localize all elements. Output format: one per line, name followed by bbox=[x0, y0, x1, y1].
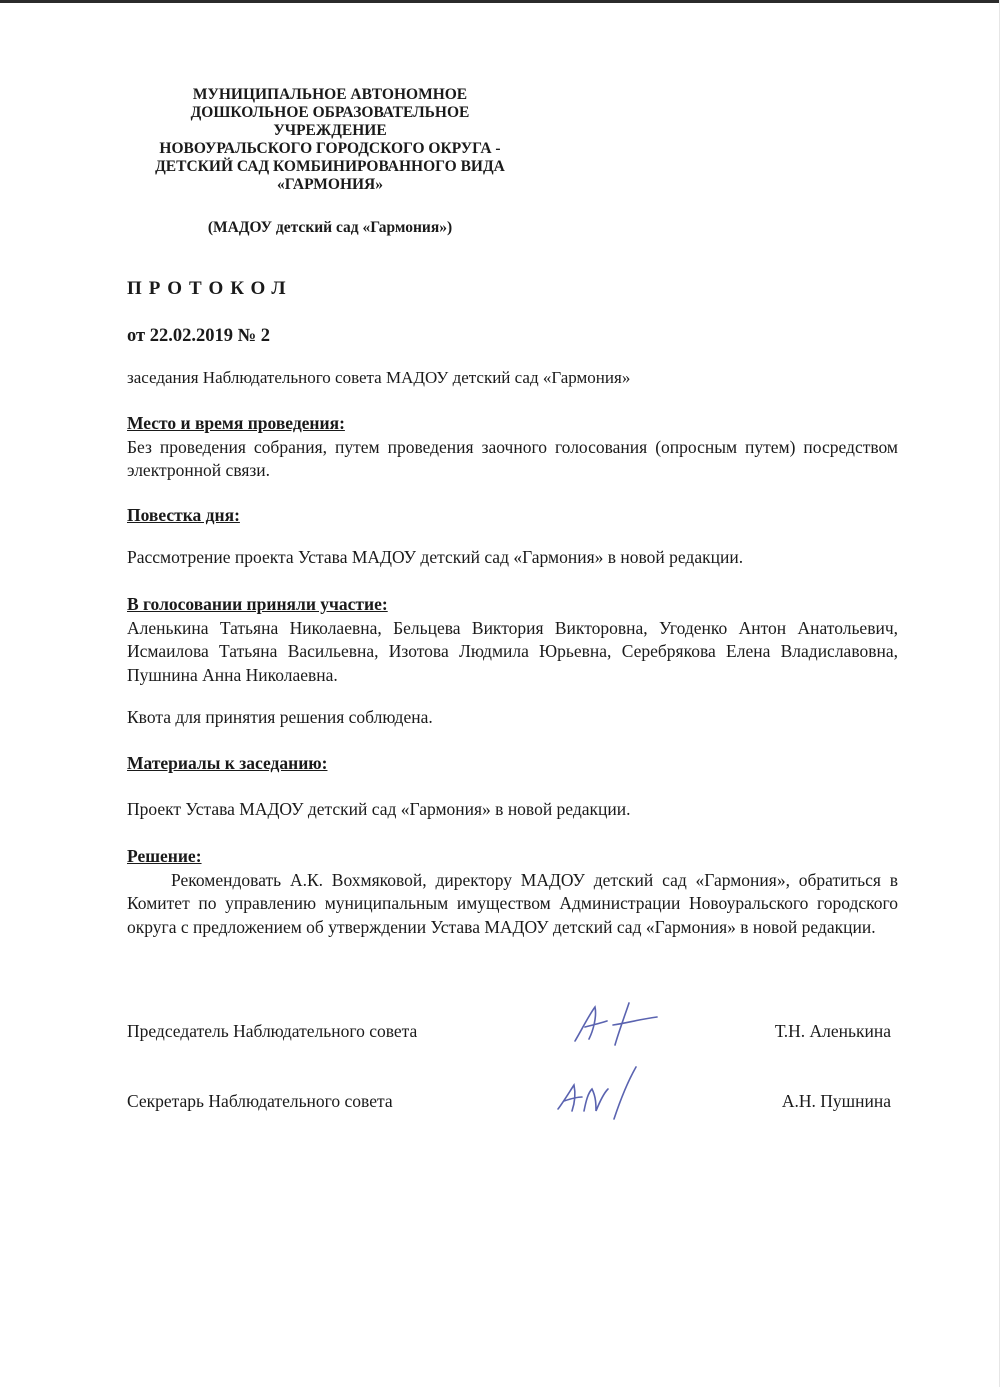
section-materials bbox=[127, 752, 898, 776]
org-line: ДОШКОЛЬНОЕ ОБРАЗОВАТЕЛЬНОЕ bbox=[190, 104, 470, 121]
organization-header bbox=[110, 86, 550, 194]
document-subject: заседания Наблюдательного совета МАДОУ детский сад «Гармония» bbox=[127, 368, 631, 387]
document-title: ПРОТОКОЛ bbox=[127, 278, 293, 299]
signature-name: Т.Н. Аленькина bbox=[774, 1021, 891, 1041]
org-line: НОВОУРАЛЬСКОГО ГОРОДСКОГО ОКРУГА - bbox=[159, 140, 501, 157]
section-heading: Повестка дня: bbox=[127, 505, 240, 525]
org-line: МУНИЦИПАЛЬНОЕ АВТОНОМНОЕ bbox=[192, 86, 468, 103]
section-text: Квота для принятия решения соблюдена. bbox=[127, 707, 433, 727]
organization-short-name: (МАДОУ детский сад «Гармония») bbox=[207, 219, 453, 236]
section-agenda bbox=[127, 504, 898, 528]
section-text: Без проведения собрания, путем проведения заочного голосования (опросным путем) посредством электронной связи. bbox=[127, 436, 898, 480]
org-line: УЧРЕЖДЕНИЕ bbox=[273, 122, 387, 139]
org-line: «ГАРМОНИЯ» bbox=[276, 176, 384, 193]
signature-row-secretary bbox=[127, 1081, 891, 1121]
scan-edge-top bbox=[0, 0, 1000, 3]
section-text: Рекомендовать А.К. Вохмяковой, директору МАДОУ детский сад «Гармония», обратиться в Комитет по управлению муниципальным имуществом Администрации Новоуральского городского округа с предложением об утверждении Устава МАДОУ детский сад «Гармония» в новой редакции. bbox=[127, 869, 898, 937]
signature-row-chair bbox=[127, 1011, 891, 1051]
document-date-number: от 22.02.2019 № 2 bbox=[127, 326, 271, 346]
handwritten-signature-secretary bbox=[552, 1061, 652, 1127]
section-quorum bbox=[127, 706, 898, 730]
signature-name: А.Н. Пушнина bbox=[781, 1091, 891, 1111]
section-participants bbox=[127, 593, 898, 687]
org-line: ДЕТСКИЙ САД КОМБИНИРОВАННОГО ВИДА bbox=[155, 158, 505, 175]
section-materials-text bbox=[127, 798, 898, 822]
section-agenda-text bbox=[127, 546, 898, 570]
section-text: Рассмотрение проекта Устава МАДОУ детский сад «Гармония» в новой редакции. bbox=[127, 547, 744, 567]
section-heading: В голосовании приняли участие: bbox=[127, 594, 388, 614]
section-text: Проект Устава МАДОУ детский сад «Гармония» в новой редакции. bbox=[127, 799, 631, 819]
section-heading: Решение: bbox=[127, 846, 202, 866]
section-text: Аленькина Татьяна Николаевна, Бельцева Виктория Викторовна, Угоденко Антон Анатольевич, Исмаилова Татьяна Васильевна, Изотова Людмила Юрьевна, Серебрякова Елена Владиславовна, Пушнина Анна Николаевна. bbox=[127, 617, 898, 685]
section-heading: Материалы к заседанию: bbox=[127, 753, 328, 773]
signature-role: Председатель Наблюдательного совета bbox=[127, 1021, 418, 1041]
section-decision bbox=[127, 845, 898, 939]
section-place bbox=[127, 412, 898, 483]
section-heading: Место и время проведения: bbox=[127, 413, 345, 433]
signature-role: Секретарь Наблюдательного совета bbox=[127, 1091, 393, 1111]
handwritten-signature-chair bbox=[567, 997, 667, 1057]
